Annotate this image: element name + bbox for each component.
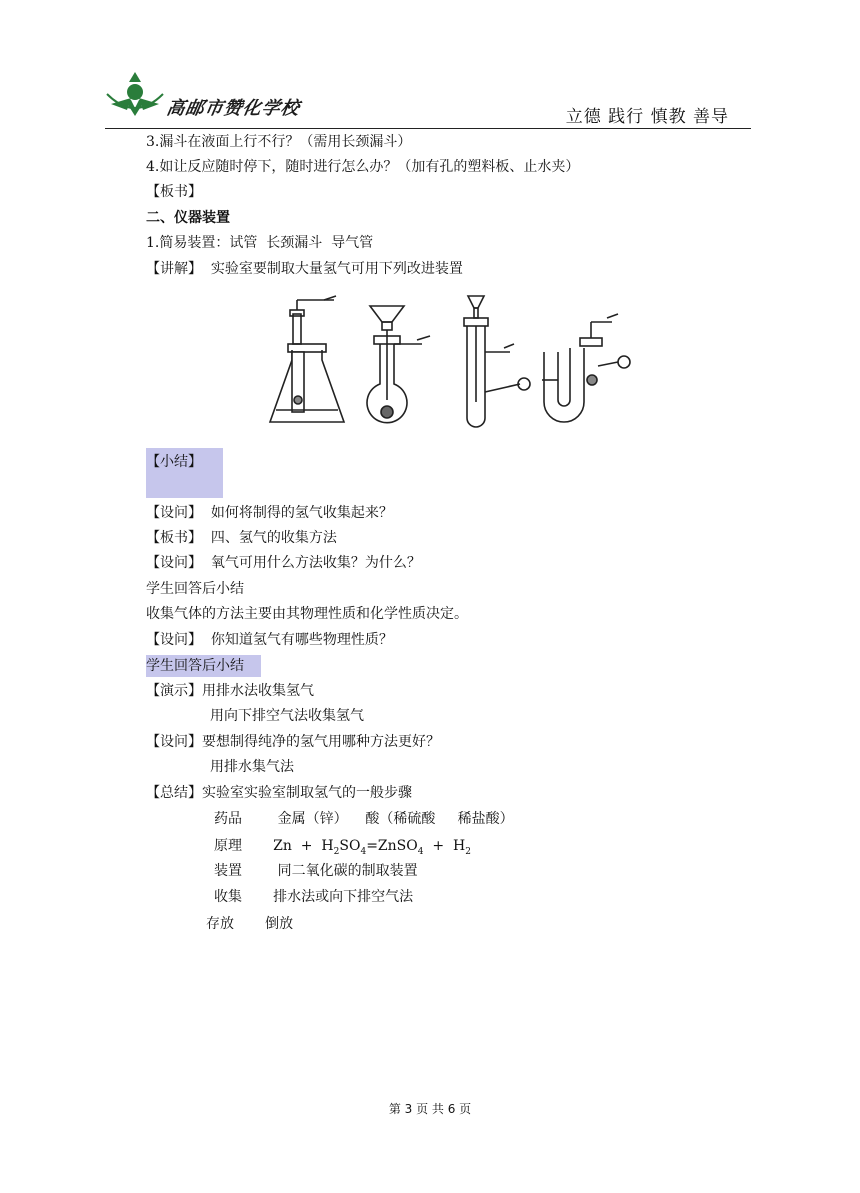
equation-part: SO — [339, 838, 361, 854]
apparatus-u-tube — [542, 314, 630, 422]
student-summary-1: 学生回答后小结 — [146, 581, 244, 597]
equation-part: 原理 Zn + H — [214, 838, 334, 854]
apparatus-round-flask — [367, 306, 430, 423]
demo-water: 【演示】用排水法收集氢气 — [146, 683, 314, 699]
section-heading: 二、仪器装置 — [146, 210, 230, 226]
subscript: 2 — [465, 846, 471, 857]
apparatus-illustration — [262, 292, 652, 432]
step-apparatus: 装置 同二氧化碳的制取装置 — [214, 863, 418, 879]
school-name-calligraphy: 高邮市赞化学校 — [164, 98, 302, 119]
student-summary-2: 学生回答后小结 — [146, 658, 244, 674]
step-principle — [214, 836, 471, 862]
answer-pure: 用排水集气法 — [210, 759, 294, 775]
subscript: 2 — [333, 846, 340, 857]
question-properties: 【设问】 你知道氢气有哪些物理性质？ — [146, 632, 393, 648]
school-logo — [105, 70, 165, 120]
collection-principle: 收集气体的方法主要由其物理性质和化学性质决定。 — [146, 606, 468, 622]
subscript: 4 — [417, 846, 424, 857]
board-collect: 【板书】 四、氢气的收集方法 — [146, 530, 337, 546]
demo-air: 用向下排空气法收集氢气 — [210, 708, 364, 724]
board-label: 【板书】 — [146, 184, 202, 200]
step-storage: 存放 倒放 — [206, 916, 294, 932]
simple-apparatus: 1.简易装置：试管 长颈漏斗 导气管 — [146, 235, 374, 251]
summary-steps: 【总结】实验室实验室制取氢气的一般步骤 — [146, 785, 412, 801]
equation-part: =ZnSO — [366, 838, 418, 854]
subscript: 4 — [360, 846, 367, 857]
apparatus-flask — [270, 296, 344, 422]
question-collect: 【设问】 如何将制得的氢气收集起来？ — [146, 505, 393, 521]
question-pure: 【设问】要想制得纯净的氢气用哪种方法更好？ — [146, 734, 440, 750]
question-3: 3.漏斗在液面上行不行？（需用长颈漏斗） — [146, 134, 412, 150]
page-footer: 第 3 页 共 6 页 — [388, 1102, 472, 1116]
step-reagents: 药品 金属（锌） 酸（稀硫酸 稀盐酸） — [214, 811, 514, 827]
explanation: 【讲解】 实验室要制取大量氢气可用下列改进装置 — [146, 261, 463, 277]
step-collection: 收集 排水法或向下排空气法 — [214, 889, 414, 905]
page-header — [105, 66, 751, 129]
school-motto: 立德 践行 慎教 善导 — [565, 107, 729, 127]
apparatus-test-tube — [464, 296, 530, 427]
summary-label: 【小结】 — [146, 454, 202, 470]
equation-part: + H — [423, 838, 466, 854]
question-oxygen: 【设问】 氧气可用什么方法收集？为什么？ — [146, 555, 421, 571]
question-4: 4.如让反应随时停下，随时进行怎么办？（加有孔的塑料板、止水夹） — [146, 159, 580, 175]
